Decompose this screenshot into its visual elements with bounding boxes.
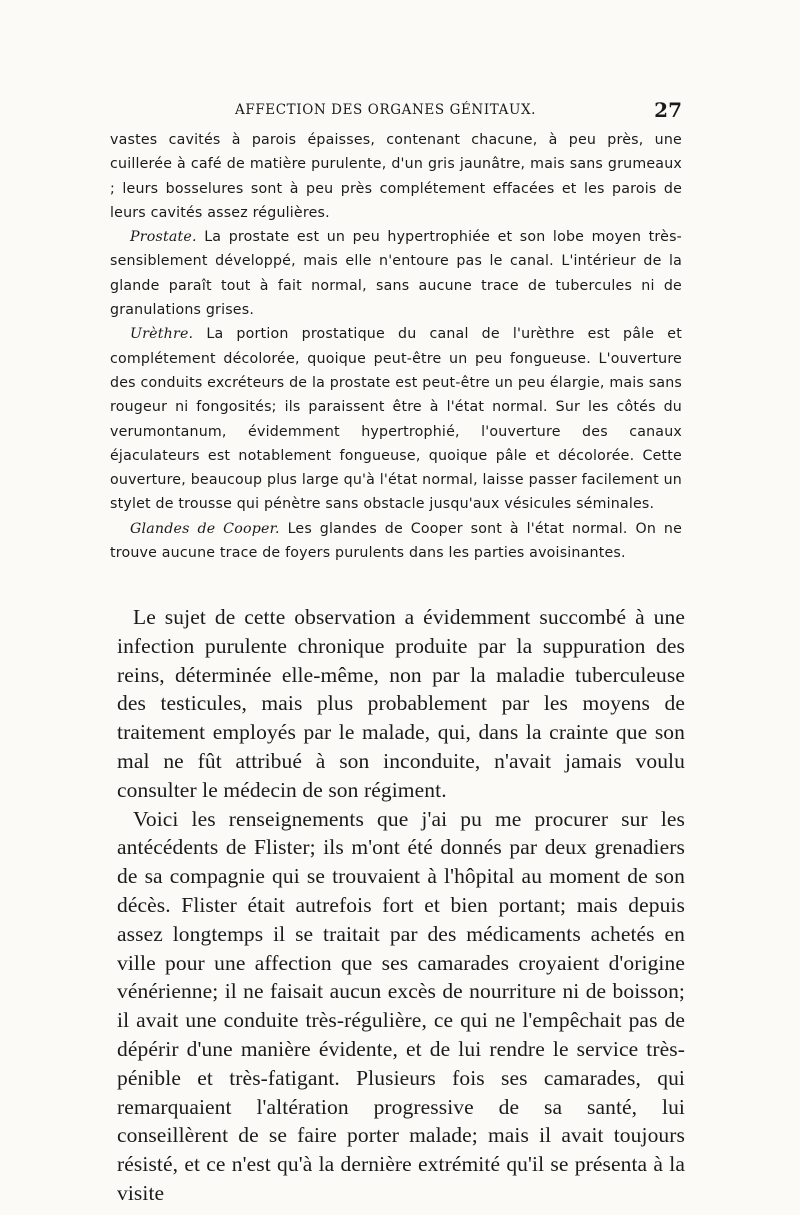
label-urethre: Urèthre. xyxy=(130,326,194,343)
running-head xyxy=(110,100,682,126)
running-head-title: AFFECTION DES ORGANES GÉNITAUX. xyxy=(235,102,537,118)
paragraph-prostate xyxy=(110,225,682,322)
paragraph-cooper xyxy=(110,517,682,566)
label-cooper: Glandes de Cooper. xyxy=(130,520,280,537)
text-cooper: Les glandes de Cooper sont à l'état normal. On ne trouve aucune trace de foyers purulents dans les parties avoisinantes. xyxy=(110,520,682,562)
label-prostate: Prostate. xyxy=(130,229,197,246)
commentary xyxy=(117,603,685,1208)
paragraph-cavities: vastes cavités à parois épaisses, contenant chacune, à peu près, une cuillerée à café de matière purulente, d'un gris jaunâtre, mais sans grumeaux ; leurs bosselures sont à peu près complétement effacées et les parois de leurs cavités assez régulières. xyxy=(110,132,682,221)
paragraph-urethre xyxy=(110,322,682,516)
text-prostate: La prostate est un peu hypertrophiée et son lobe moyen très-sensiblement développé, mais elle n'entoure pas le canal. L'intérieur de la glande paraît tout à fait normal, sans aucune trace de tubercules ni de granulations grises. xyxy=(110,229,682,319)
text-urethre: La portion prostatique du canal de l'urèthre est pâle et complétement décolorée, quoique peut-être un peu fongueuse. L'ouverture des conduits excréteurs de la prostate est peut-être un peu élargie, mais sans rougeur ni fongosités; ils paraissent être à l'état normal. Sur les côtés du verumontanum, évidemment hypertrophié, l'ouverture des canaux éjaculateurs est notablement fongueuse, quoique pâle et décolorée. Cette ouverture, beaucoup plus large qu'à l'état normal, laisse passer facilement un stylet de trousse qui pénètre sans obstacle jusqu'aux vésicules séminales. xyxy=(110,326,682,513)
autopsy-notes xyxy=(110,128,682,565)
paragraph-conclusion: Le sujet de cette observation a évidemment succombé à une infection purulente chronique produite par la suppuration des reins, déterminée elle-même, non par la maladie tuberculeuse des testicules, mais plus probablement par les moyens de traitement employés par le malade, qui, dans la crainte que son mal ne fût attribué à son inconduite, n'avait jamais voulu consulter le médecin de son régiment. xyxy=(117,605,685,802)
page-number: 27 xyxy=(654,98,682,122)
paragraph-antecedents: Voici les renseignements que j'ai pu me procurer sur les antécédents de Flister; ils m'ont été donnés par deux grenadiers de sa compagnie qui se trouvaient à l'hôpital au moment de son décès. Flister était autrefois fort et bien portant; mais depuis assez longtemps il se traitait par des médicaments achetés en ville pour une affection que ses camarades croyaient d'origine vénérienne; il ne faisait aucun excès de nourriture ni de boisson; il avait une conduite très-régulière, ce qui ne l'empêchait pas de dépérir d'une manière évidente, et de lui rendre le service très-pénible et très-fatigant. Plusieurs fois ses camarades, qui remarquaient l'altération progressive de sa santé, lui conseillèrent de se faire porter malade; mais il avait toujours résisté, et ce n'est qu'à la dernière extrémité qu'il se présenta à la visite xyxy=(117,806,685,1205)
